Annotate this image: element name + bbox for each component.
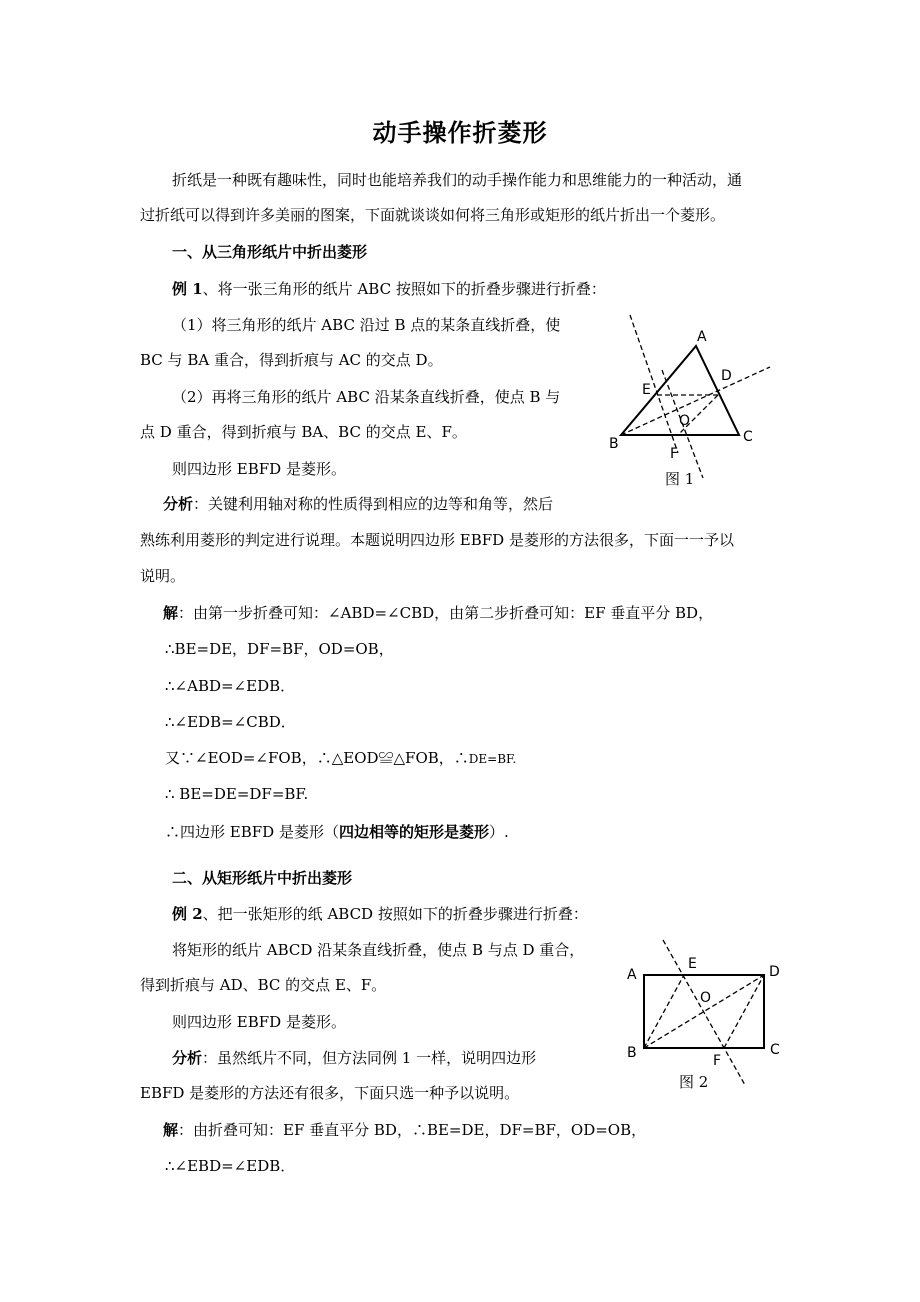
label-o: O — [679, 413, 691, 429]
step-1-line-1: （1）将三角形的纸片 ABC 沿过 B 点的某条直线折叠，使 — [172, 316, 561, 334]
example-1-label: 例 1 — [172, 280, 203, 298]
solution-1-label: 解 — [163, 604, 179, 622]
step-ex2-line-1: 将矩形的纸片 ABCD 沿某条直线折叠，使点 B 与点 D 重合， — [172, 941, 585, 959]
figure-2-diagram — [620, 935, 790, 1095]
analysis-2-line-1 — [172, 1048, 536, 1068]
step-ex2-line-2: 得到折痕与 AD、BC 的交点 E、F。 — [140, 976, 387, 994]
label-e: E — [688, 956, 697, 972]
figure-1-diagram — [600, 310, 780, 495]
solution-1-line-5a: 又∵∠EOD=∠FOB，∴△EOD≌△FOB，∴ — [165, 749, 469, 767]
fold-line-bd — [630, 315, 678, 453]
solution-1-line-7c: ）. — [488, 823, 509, 841]
page-title: 动手操作折菱形 — [372, 119, 548, 147]
label-o: O — [700, 990, 712, 1006]
example-1-line — [172, 279, 606, 299]
label-f: F — [713, 1053, 722, 1069]
segment-fd — [724, 975, 764, 1048]
example-2-label: 例 2 — [172, 905, 203, 923]
solution-1-line-1 — [163, 603, 713, 623]
solution-1-line-6: ∴ BE=DE=DF=BF. — [165, 785, 309, 803]
solution-2-line-2: ∴∠EBD=∠EDB． — [165, 1157, 296, 1175]
conclusion-2: 则四边形 EBFD 是菱形。 — [172, 1013, 346, 1031]
label-d: D — [769, 964, 780, 980]
segment-be — [644, 975, 684, 1048]
intro-line-2: 过折纸可以得到许多美丽的图案，下面就谈谈如何将三角形或矩形的纸片折出一个菱形。 — [140, 206, 726, 224]
analysis-1-line-1 — [163, 494, 553, 514]
analysis-1-line-2: 熟练利用菱形的判定进行说理。本题说明四边形 EBFD 是菱形的方法很多，下面一一予以 — [140, 531, 734, 549]
label-a: A — [627, 967, 637, 983]
example-2-line — [172, 904, 588, 924]
solution-2-label: 解 — [163, 1121, 179, 1139]
step-1-line-2: BC 与 BA 重合，得到折痕与 AC 的交点 D。 — [140, 351, 443, 369]
section-2-heading: 二、从矩形纸片中折出菱形 — [172, 869, 353, 887]
label-f: F — [670, 446, 679, 462]
label-c: C — [770, 1042, 780, 1058]
solution-1-line-7b: 四边相等的矩形是菱形 — [338, 823, 489, 841]
example-2-text: 、把一张矩形的纸 ABCD 按照如下的折叠步骤进行折叠： — [202, 905, 588, 923]
solution-2-line-1 — [163, 1120, 646, 1140]
solution-1-line-4: ∴∠EDB=∠CBD． — [165, 713, 296, 731]
diagonal-bd — [621, 367, 770, 435]
fold-line-ef — [663, 940, 745, 1085]
solution-1-line-2: ∴BE=DE，DF=BF，OD=OB， — [165, 640, 394, 658]
label-e: E — [642, 382, 651, 398]
label-b: B — [609, 436, 619, 452]
solution-1-line-5 — [165, 748, 516, 769]
analysis-2-line-2: EBFD 是菱形的方法还有很多，下面只选一种予以说明。 — [140, 1084, 520, 1102]
solution-2-text: ：由折叠可知：EF 垂直平分 BD，∴BE=DE，DF=BF，OD=OB， — [178, 1121, 647, 1139]
solution-1-line-5b: DE=BF. — [468, 752, 517, 766]
step-2-line-2: 点 D 重合，得到折痕与 BA、BC 的交点 E、F。 — [140, 423, 467, 441]
solution-1-line-3: ∴∠ABD=∠EDB． — [165, 677, 296, 695]
analysis-1-text: ：关键利用轴对称的性质得到相应的边等和角等，然后 — [193, 495, 554, 513]
label-b: B — [627, 1045, 637, 1061]
label-d: D — [721, 368, 732, 384]
figure-2-caption: 图 2 — [679, 1073, 709, 1091]
label-a: A — [697, 329, 707, 345]
solution-1-line-7 — [165, 822, 509, 842]
intro-line-1: 折纸是一种既有趣味性，同时也能培养我们的动手操作能力和思维能力的一种活动，通 — [172, 171, 743, 189]
example-1-text: 、将一张三角形的纸片 ABC 按照如下的折叠步骤进行折叠： — [202, 280, 606, 298]
solution-1-line-7a: ∴四边形 EBFD 是菱形（ — [165, 823, 339, 841]
analysis-1-line-3: 说明。 — [140, 567, 186, 585]
analysis-2-text: ：虽然纸片不同，但方法同例 1 一样，说明四边形 — [202, 1049, 537, 1067]
solution-1-text: ：由第一步折叠可知：∠ABD=∠CBD，由第二步折叠可知：EF 垂直平分 BD， — [178, 604, 714, 622]
analysis-1-label: 分析 — [163, 495, 194, 513]
figure-1-caption: 图 1 — [665, 470, 695, 488]
step-2-line-1: （2）再将三角形的纸片 ABC 沿某条直线折叠，使点 B 与 — [172, 388, 561, 406]
conclusion-1: 则四边形 EBFD 是菱形。 — [172, 460, 346, 478]
label-c: C — [743, 429, 753, 445]
section-1-heading: 一、从三角形纸片中折出菱形 — [172, 243, 368, 261]
analysis-2-label: 分析 — [172, 1049, 203, 1067]
